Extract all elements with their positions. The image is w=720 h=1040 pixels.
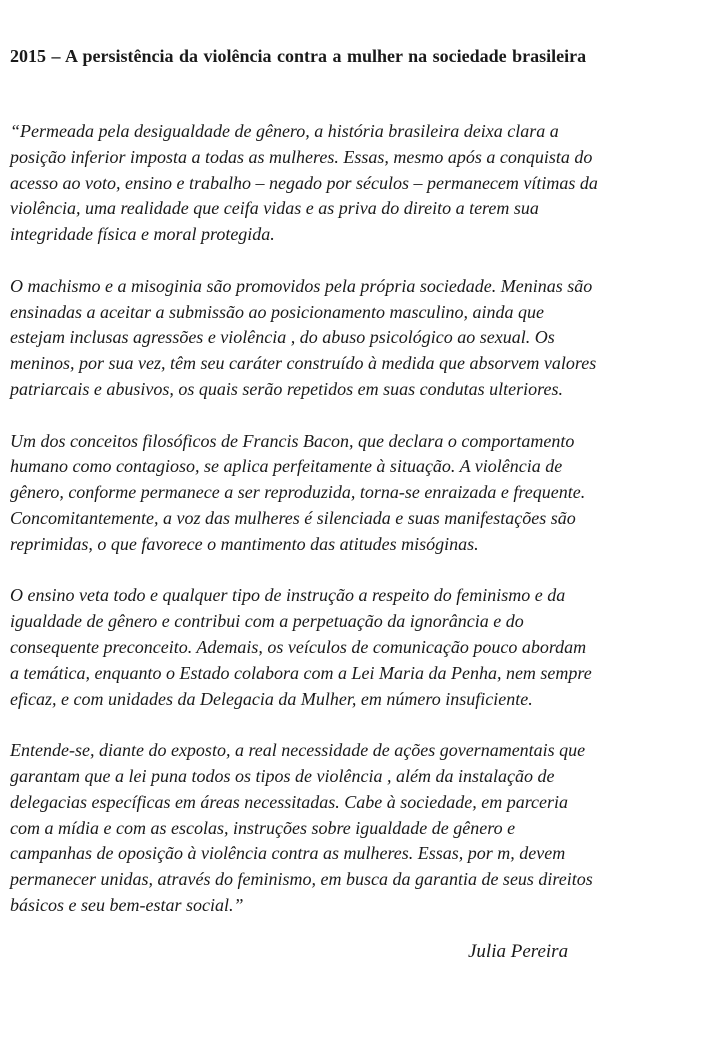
paragraph-line: posição inferior imposta a todas as mulheres. Essas, mesmo após a conquista do xyxy=(10,146,593,167)
paragraph-line: Concomitantemente, a voz das mulheres é silenciada e suas manifestações são xyxy=(10,507,576,528)
paragraph-line: O machismo e a misoginia são promovidos pela própria sociedade. Meninas são xyxy=(10,275,593,296)
paragraph xyxy=(10,738,710,919)
paragraph-line: violência, uma realidade que ceifa vidas e as priva do direito a terem sua xyxy=(10,198,539,219)
paragraph-line: garantam que a lei puna todos os tipos de violência , além da instalação de xyxy=(10,765,555,786)
paragraph-line: reprimidas, o que favorece o mantimento das atitudes misóginas. xyxy=(10,533,479,554)
paragraph-line: gênero, conforme permanece a ser reproduzida, torna-se enraizada e frequente. xyxy=(10,482,586,503)
paragraph-line: patriarcais e abusivos, os quais serão repetidos em suas condutas ulteriores. xyxy=(10,378,563,399)
paragraph-line: Entende-se, diante do exposto, a real necessidade de ações governamentais que xyxy=(10,740,586,761)
paragraph-line: humano como contagioso, se aplica perfeitamente à situação. A violência de xyxy=(10,456,563,477)
paragraph-line: acesso ao voto, ensino e trabalho – negado por séculos – permanecem vítimas da xyxy=(10,172,598,193)
paragraph-line: igualdade de gênero e contribui com a perpetuação da ignorância e do xyxy=(10,611,524,632)
paragraph-line: campanhas de oposição à violência contra as mulheres. Essas, por m, devem xyxy=(10,843,566,864)
paragraph-line: eficaz, e com unidades da Delegacia da Mulher, em número insuficiente. xyxy=(10,688,533,709)
paragraph-line: a temática, enquanto o Estado colabora com a Lei Maria da Penha, nem sempre xyxy=(10,662,592,683)
paragraph-line: Um dos conceitos filosóficos de Francis Bacon, que declara o comportamento xyxy=(10,430,575,451)
paragraph-line: integridade física e moral protegida. xyxy=(10,224,275,245)
author-signature: Julia Pereira xyxy=(468,941,569,962)
paragraph-line: ensinadas a aceitar a submissão ao posicionamento masculino, ainda que xyxy=(10,301,544,322)
paragraph xyxy=(10,583,710,712)
paragraph-line: O ensino veta todo e qualquer tipo de instrução a respeito do feminismo e da xyxy=(10,585,566,606)
paragraph-line: estejam inclusas agressões e violência , do abuso psicológico ao sexual. Os xyxy=(10,327,555,348)
paragraph-line: meninos, por sua vez, têm seu caráter construído à medida que absorvem valores xyxy=(10,353,597,374)
document-title: 2015 – A persistência da violência contra a mulher na sociedade brasileira xyxy=(10,46,587,66)
paragraph xyxy=(10,429,710,558)
paragraph-line: básicos e seu bem-estar social.” xyxy=(10,894,244,915)
paragraph-line: consequente preconceito. Ademais, os veículos de comunicação pouco abordam xyxy=(10,636,587,657)
paragraph-line: com a mídia e com as escolas, instruções sobre igualdade de gênero e xyxy=(10,817,516,838)
paragraph-line: delegacias específicas em áreas necessitadas. Cabe à sociedade, em parceria xyxy=(10,791,569,812)
paragraph xyxy=(10,119,710,248)
paragraph xyxy=(10,274,710,403)
document-body xyxy=(10,119,710,945)
paragraph-line: permanecer unidas, através do feminismo, em busca da garantia de seus direitos xyxy=(10,869,593,890)
paragraph-line: “Permeada pela desigualdade de gênero, a história brasileira deixa clara a xyxy=(10,121,559,141)
